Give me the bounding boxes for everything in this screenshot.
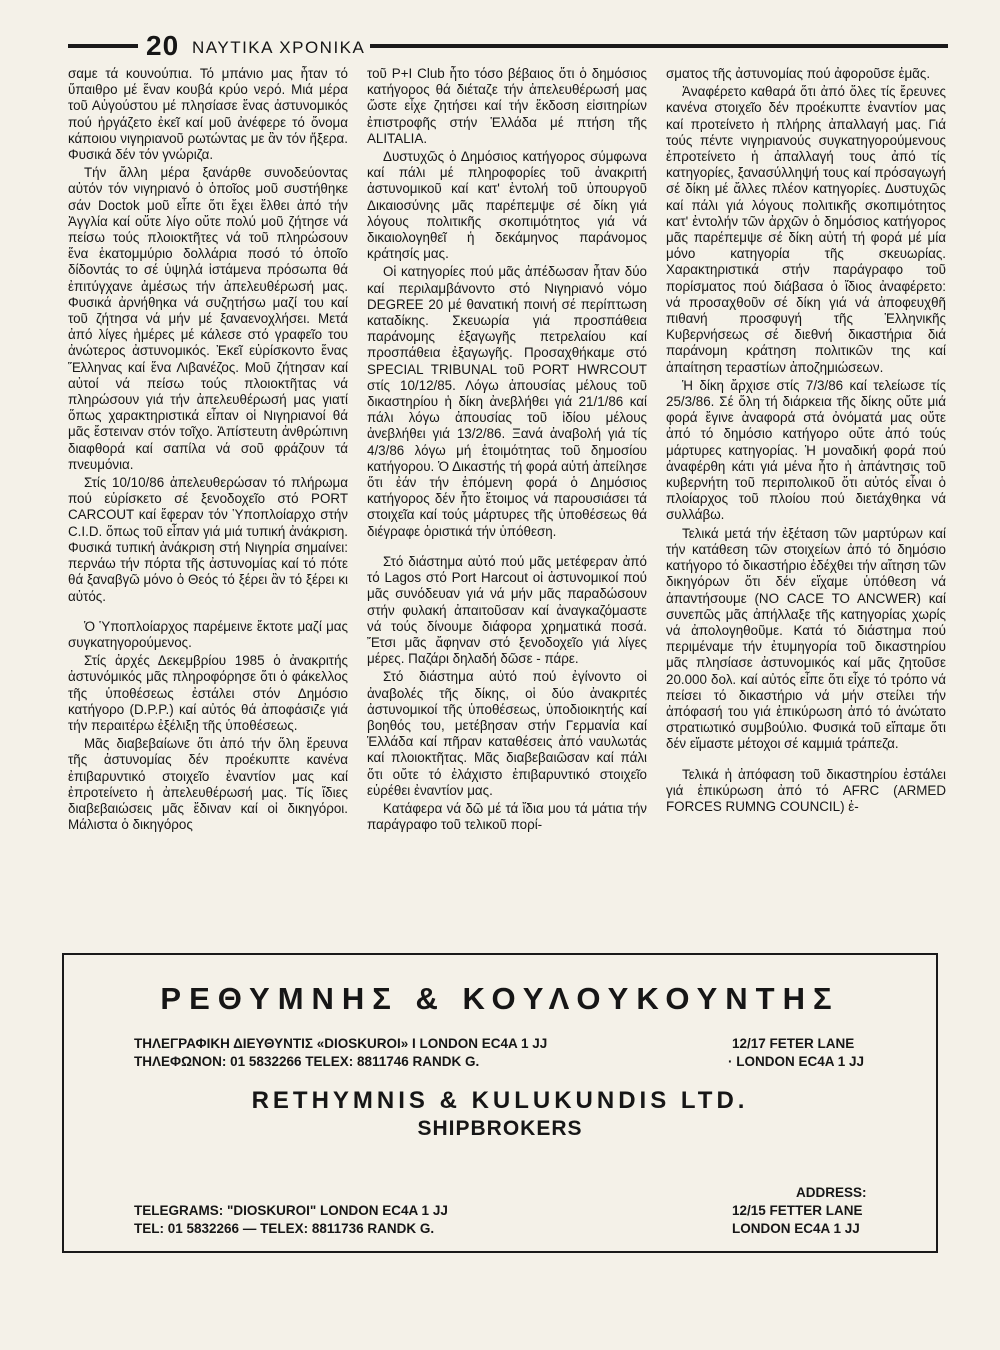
article-paragraph: Δυστυχῶς ὁ Δημόσιος κατήγορος σύμφωνα καί πάλι μέ πληροφορίες τοῦ ἀνακριτή ἀστυνομικοῦ καί κατ' ἐντολή τοῦ ὑπουργοῦ Δικαιοσύνης μᾶς παρέπεμψε σέ δίκη γιά λόγους πολιτικῆς σκοπιμότητος γιά νά δικαιολογηθεῖ ἡ δεκάμηνος παράνομος κράτησίς μας. [367, 149, 647, 262]
article-body [68, 66, 948, 946]
article-column-3 [666, 66, 946, 946]
article-paragraph: Στό διάστημα αὐτό πού μᾶς μετέφεραν ἀπό τό Lagos στό Port Harcout οἱ ἀστυνομικοί πού μᾶς συνόδευαν γιά νά μήν μᾶς παραδώσουν στήν φυλακή ἀπαιτοῦσαν καί ἀναγκαζόμαστε νά τούς δίνουμε διάφορα χρηματικά ποσά. Ἔτσι μᾶς ἄφηναν στό ξενοδοχεῖο γιά λίγες μέρες. Παζάρι δηλαδή δῶσε - πάρε. [367, 553, 647, 667]
article-paragraph: Μᾶς διαβεβαίωνε ὅτι ἀπό τήν ὅλη ἔρευνα τῆς ἀστυνομίας δέν προέκυπτε κανένα ἐπιβαρυντικό στοιχεῖο ἐναντίον μας καί ἐπροτείνετο ἡ ἀπελευθέρωσή μας. Τίς ἴδιες διαβεβαιώσεις μᾶς ἔδιναν καί οἱ δικηγόροι. Μάλιστα ὁ δικηγόρος [68, 736, 348, 833]
ad-english-company-name: RETHYMNIS & KULUKUNDIS LTD. [251, 1087, 749, 1114]
article-column-2 [367, 66, 647, 946]
article-paragraph: σαμε τά κουνούπια. Τό μπάνιο μας ἦταν τό ὕπαιθρο μέ ἕναν κουβά κρύο νερό. Μιά μέρα τοῦ Αὐγούστου μέ πλησίασε ἕνας ἀστυνομικός πού ἠργάζετο ἐκεῖ καί μοῦ ἀνέφερε τό ὄνομα κάποιου νιγηριανοῦ ρωτώντας με ἂν τόν ἤξερα. Φυσικά δέν τόν γνώριζα. [68, 66, 348, 163]
article-paragraph: Τελικά ἡ ἀπόφαση τοῦ δικαστηρίου ἐστάλει γιά ἐπικύρωση ἀπό τό AFRC (ARMED FORCES RUMNG COUNCIL) ἐ- [666, 766, 946, 814]
page-header [68, 30, 948, 66]
article-paragraph: σματος τῆς ἀστυνομίας πού ἀφοροῦσε ἐμᾶς. [666, 66, 931, 81]
ad-greek-phone: ΤΗΛΕΦΩΝΟΝ: 01 5832266 TELEX: 8811746 RANDK G. [134, 1054, 480, 1069]
article-paragraph: Ἡ δίκη ἄρχισε στίς 7/3/86 καί τελείωσε τίς 25/3/86. Σέ ὅλη τή διάρκεια τῆς δίκης οὔτε μιά φορά ἔγινε ἀναφορά στά ὀνόματά μας οὔτε ἀπό τό δημόσιο κατήγορο οὔτε ἀπό τούς μάρτυρες κατηγορίας. Ἡ μοναδική φορά πού ἀναφέρθη κάτι γιά μένα ἦτο ἡ ἀπάντησις τοῦ κυβερνήτη τοῦ περιπολικοῦ ὅτι αὐτός εἶναι ὁ πλοίαρχος τοῦ πλοίου πού διετάχθηκα νά συλλάβω. [666, 377, 946, 523]
article-column-1 [68, 66, 348, 946]
ad-english-address-label: ADDRESS: [796, 1185, 867, 1200]
article-paragraph: Στίς ἀρχές Δεκεμβρίου 1985 ὁ ἀνακριτής ἀστυνόμικός μᾶς πληροφόρησε ὅτι ὁ φάκελλος τῆς ὑποθέσεως ἐστάλει στόν Δημόσιο κατήγορο (D.P.P.) καί αὐτός θά ἀποφάσιζε γιά τήν περαιτέρω ἐξέλιξη τῆς ὑποθέσεως. [68, 653, 348, 733]
ad-greek-telegraphic: ΤΗΛΕΓΡΑΦΙΚΗ ΔΙΕΥΘΥΝΤΙΣ «DIOSKUROI» I LONDON EC4A 1 JJ [134, 1036, 548, 1051]
article-paragraph: Τήν ἄλλη μέρα ξανάρθε συνοδεύοντας αὐτόν τόν νιγηριανό ὁ ὁποῖος μοῦ συστήθηκε σάν Doctok μοῦ εἶπε ὅτι ἔχει ἔλθει ἀπό τήν Ἀγγλία καί οὔτε λίγο οὔτε πολύ μοῦ ζήτησε νά πείσω τούς πλοιοκτῆτες νά τοῦ πληρώσουν ἕνα ἑκατομμύριο δολλάρια ποσό τό ὁποῖο δίδοντάς το σέ ὑψηλά ἱστάμενα πρόσωπα θά ἐπιτύγχανε ἀμέσως τήν ἀπελευθέρωσή μας. Φυσικά ἀρνήθηκα νά συζητήσω μαζί του καί τοῦ ζήτησα νά μήν μέ ξαναενοχλήσει. Μετά ἀπό λίγες ἡμέρες μέ κάλεσε στό γραφεῖο του ἀνώτερος ἀστυνομικός. Ἐκεῖ εὑρίσκοντο ἕνας Ἕλληνας καί ἕνα Λιβανέζος. Μοῦ ζήτησαν καί αὐτοί νά πείσω τούς πλοιοκτῆτας νά πληρώσουν γιά τήν ἀπελευθέρωσή μας γιατί ὅπως χαρακτηριστικά εἶπαν οἱ Νιγηριανοί θά μᾶς ἔστειναν στόν τοῖχο. Ἀπίστευτη ἀνθρώπινη διαφθορά καί σαπίλα νά σοῦ φράζουν τά πνευμόνια. [68, 165, 348, 472]
article-paragraph: τοῦ P+I Club ἦτο τόσο βέβαιος ὅτι ὁ δημόσιος κατήγορος θά διέταζε τήν ἀπελευθέρωσή μας ὥστε εἶχε ζητήσει καί τήν ἔκδοση εἰσιτηρίων ἐπιστροφῆς στήν Ἑλλάδα μέ πτήση τῆς ALITALIA. [367, 66, 647, 146]
header-right-rule [370, 44, 948, 48]
publication-name: ΝΑΥΤΙΚΑ ΧΡΟΝΙΚΑ [192, 38, 366, 57]
article-paragraph: Ὁ Ὑποπλοίαρχος παρέμεινε ἔκτοτε μαζί μας συγκατηγορούμενος. [68, 618, 348, 650]
ad-greek-address-line-1: 12/17 FETER LANE [732, 1036, 855, 1051]
article-paragraph: Οἱ κατηγορίες πού μᾶς ἀπέδωσαν ἦταν δύο καί περιλαμβάνοντο στό Νιγηριανό νόμο DEGREE 20 μέ θανατική ποινή σέ περίπτωση καταδίκης. Σκευωρία γιά προσπάθεια παράνομης ἐξαγωγῆς πετρελαίου καί προσπάθεια ἐξαγωγῆς. Προσαχθήκαμε στό SPECIAL TRIBUNAL τοῦ PORT HWRCOUT στίς 10/12/85. Λόγω ἀπουσίας μέλους τοῦ δικαστηρίου ἡ δίκη ἀνεβλήθει γιά 21/1/86 καί πάλι λόγω ἀπουσίας τοῦ ἰδίου μέλους ἀνεβλήθει γιά 13/2/86. Ξανά ἀναβολή γιά τίς 4/3/86 λόγω μή ἑτοιμότητας τοῦ δημοσίου κατήγορου. Ὁ Δικαστής τή φορά αὐτή ἀπείλησε ὅτι ἐάν τήν ἑπόμενη φορά ὁ Δημόσιος κατήγορος δέν ἦτο ἕτοιμος νά παρουσιάσει τά στοιχεῖα καί τούς μάρτυρες τῆς ὑποθέσεως θά διέγραφε ὁριστικά τήν ὑπόθεση. [367, 264, 647, 539]
article-paragraph: Ἀναφέρετο καθαρά ὅτι ἀπό ὅλες τίς ἔρευνες κανένα στοιχεῖο δέν προέκυπτε ἐναντίον μας καί προτείνετο ἡ πλήρης ἀπαλλαγή μας. Γιά τούς πέντε νιγηριανούς συγκατηγορούμενους ἐπροτείνετο ἡ ἀπαλλαγή τους ἀπό τίς κατηγορίες, ξανασύλληψή τους καί πρόσαγωγή σέ δίκη μέ ἄλλες πλέον κατηγορίες. Δυστυχῶς καί πάλι γιά λόγους πολιτικῆς σκοπιμότητος κατ' ἐντολήν τῶν ἀρχῶν ὁ δημόσιος κατήγορος μᾶς παρέπεμψε σέ δίκη αὐτή τή φορά μέ μία μόνο κατηγορία τῆς σκευωρίας. Χαρακτηριστικά στήν παράγραφο τοῦ πορίσματος πού διάβασα ὁ ἴδιος ἀναφέρετο: νά προσαχθοῦν σέ δίκη γιά νά ἀποφευχθῆ πιθανή προσφυγή τῆς Ἑλληνικῆς Κυβερνήσεως σέ διεθνή δικαστήρια διά παράνομη κράτηση πολιτικῶν της καί ἀπαίτηση τεραστίων ἀποζημιώσεων. [666, 84, 946, 375]
article-paragraph: Κατάφερα νά δῶ μέ τά ἴδια μου τά μάτια τήν παράγραφο τοῦ τελικοῦ πορί- [367, 800, 647, 833]
advertisement-box [62, 953, 938, 1253]
article-paragraph: Τελικά μετά τήν ἐξέταση τῶν μαρτύρων καί τήν κατάθεση τῶν στοιχείων ἀπό τό δημόσιο κατήγορο τό δικαστήριο ἐδέχθει τήν αἴτηση τῶν δικηγόρων ὅτι δέν εἴχαμε ὑπόθεση νά ἀπαντήσουμε (NO CACE TO ANCWER) καί συνεπῶς μᾶς ἀπήλλαξε τῆς κατηγορίας χωρίς νά ἀπολογηθοῦμε. Κατά τό διάστημα πού περιμέναμε τήν ἐτυμηγορία τοῦ δικαστηρίου μᾶς πλησίασε ἀστυνομικός καί μᾶς ζητοῦσε 20.000 δολ. καί αὐτός εἶπε ὅτι εἶχε τό τρόπο νά πείσει τό δικαστήριο νά μήν στείλει τήν ἀπόφασή του γιά ἐπικύρωση ἀπό τό ἀνώτατο στρατιωτικό συμβούλιο. Φυσικά τοῦ εἴπαμε ὅτι δέν εἴμαστε μέτοχοι σέ καμμιά τράπεζα. [666, 525, 946, 752]
ad-greek-company-name: ΡΕΘΥΜΝΗΣ & ΚΟΥΛΟΥΚΟΥΝΤΗΣ [160, 981, 840, 1016]
ad-english-telegrams: TELEGRAMS: "DIOSKUROI" LONDON EC4A 1 JJ [134, 1203, 448, 1218]
article-paragraph: Στίς 10/10/86 ἀπελευθερώσαν τό πλήρωμα πού εὑρίσκετο σέ ξενοδοχεῖο στό PORT CARCOUT καί ἔφεραν τόν Ὑποπλοίαρχο στήν C.I.D. ὅπως τοῦ εἶπαν γιά μιά τυπική ἀνάκριση. Φυσικά τυπική ἀνάκριση στή Νιγηρία σημαίνει: περνάω τήν πόρτα τῆς ἀστυνομίας καί τό πότε θά ξαναβγῶ μόνο ὁ Θεός τό ξέρει ἂν τό ξέρει κι αὐτός. [68, 475, 348, 604]
header-left-rule [68, 44, 138, 48]
ad-shipbrokers-label: SHIPBROKERS [417, 1117, 583, 1140]
ad-english-tel-telex: TEL: 01 5832266 — TELEX: 8811736 RANDK G. [134, 1221, 435, 1236]
page-number: 20 [146, 30, 180, 61]
ad-greek-address-line-2: · LONDON EC4A 1 JJ [728, 1054, 865, 1069]
article-paragraph: Στό διάστημα αὐτό πού ἐγίνοντο οἱ ἀναβολές τῆς δίκης, οἱ δύο ἀνακριτές ἀστυνομικοί τῆς ὑποθέσεως, ὑποδιοικητής καί βοηθός του, μετέβησαν στήν Γερμανία καί Ἑλλάδα καί πῆραν καταθέσεις ἀπό ναυλωτάς καί πλοιοκτῆτας. Μᾶς διαβεβαιῶσαν καί πάλι ὅτι οὔτε τό ἐλάχιστο ἐπιβαρυντικό στοιχεῖο εὑρέθει ἐναντίον μας. [367, 669, 647, 798]
ad-english-address-line-1: 12/15 FETTER LANE [732, 1203, 863, 1218]
ad-english-address-line-2: LONDON EC4A 1 JJ [732, 1221, 860, 1236]
